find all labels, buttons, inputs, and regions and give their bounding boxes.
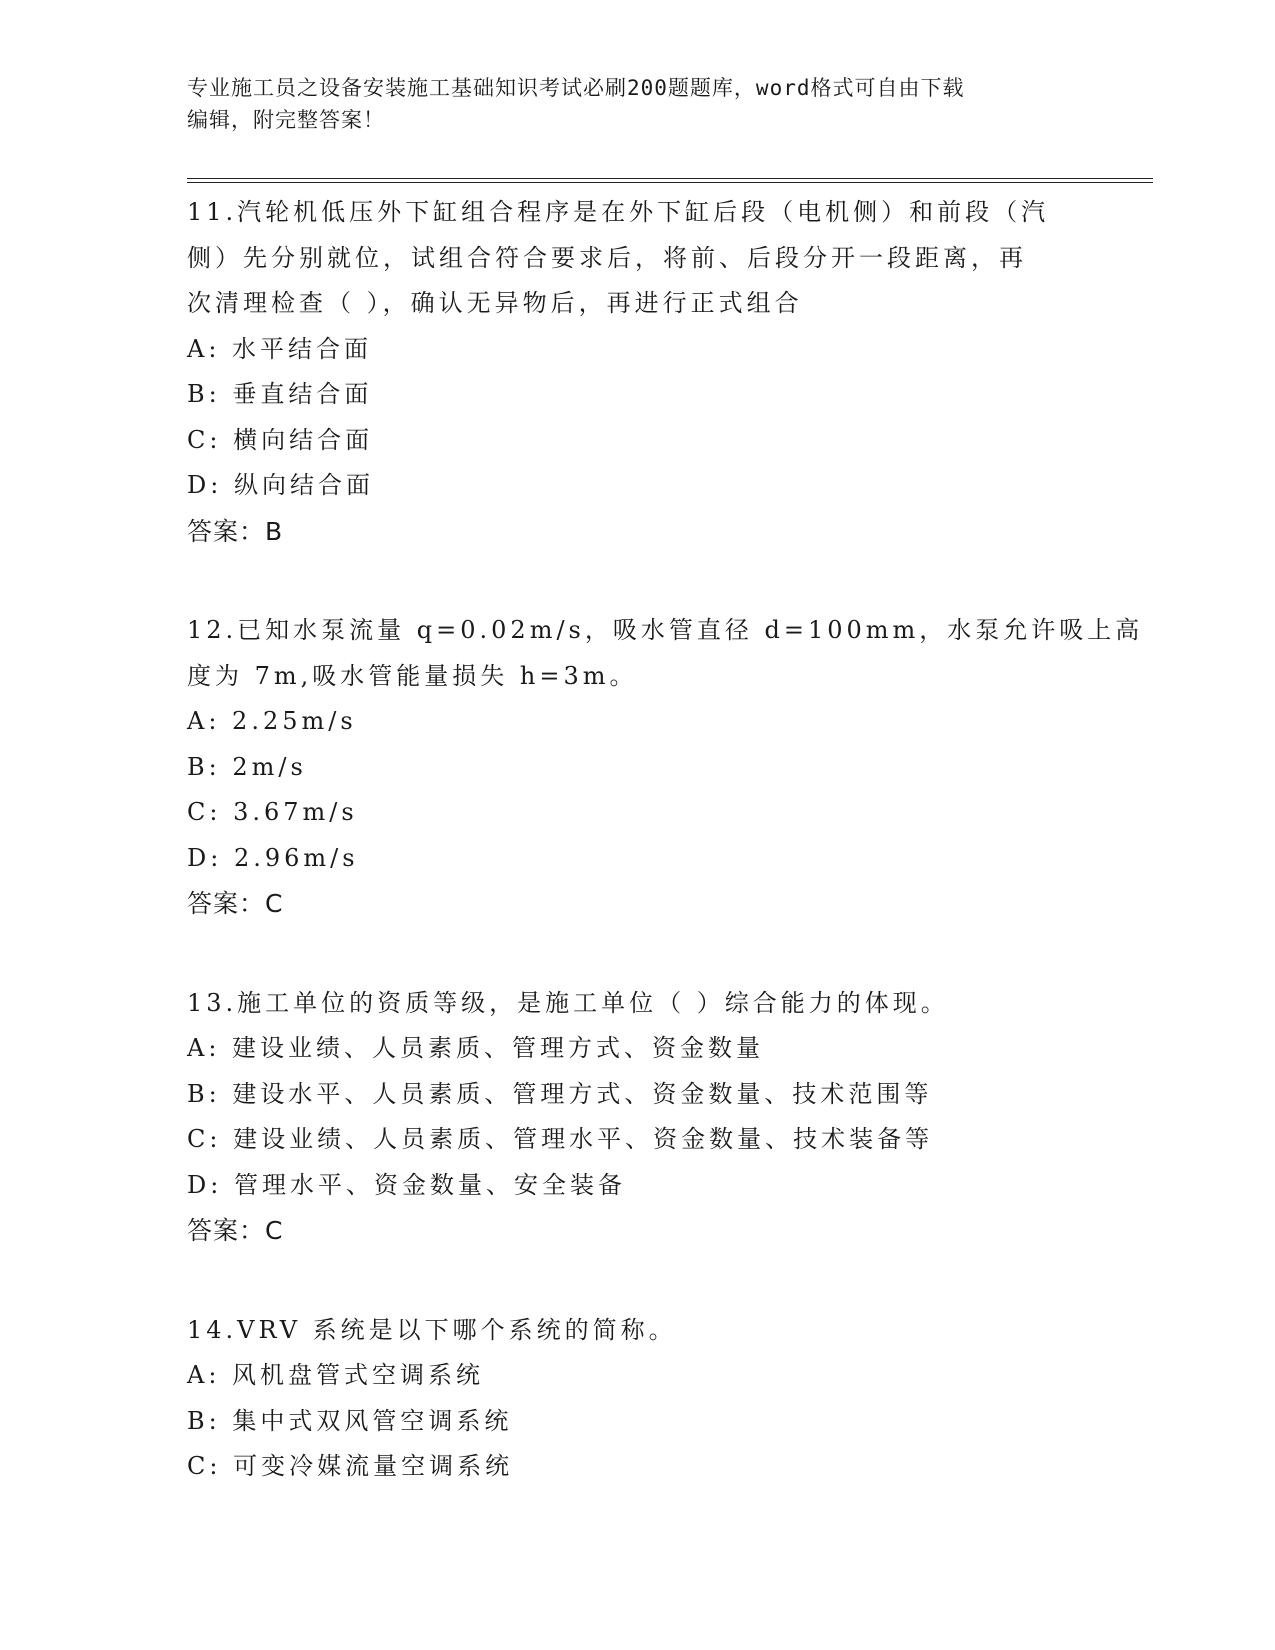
question-text-line: 13.施工单位的资质等级，是施工单位（ ）综合能力的体现。 [187,988,949,1017]
question-text-line: 14.VRV 系统是以下哪个系统的简称。 [187,1315,677,1344]
question-12 [187,608,1144,927]
option-a: A: 2.25m/s [187,707,357,735]
answer-label: 答案：C [187,889,284,918]
option-b: B: 建设水平、人员素质、管理方式、资金数量、技术范围等 [187,1079,933,1108]
question-list [187,190,1144,1544]
header-divider-bottom [187,182,1153,183]
answer-label: 答案：B [187,516,284,546]
option-a: A: 水平结合面 [187,334,373,363]
option-c: C: 3.67m/s [187,798,358,826]
option-c: C: 建设业绩、人员素质、管理水平、资金数量、技术装备等 [187,1125,934,1153]
option-d: D: 纵向结合面 [187,471,374,499]
option-d: D: 2.96m/s [187,843,359,872]
question-text-line: 侧）先分别就位，试组合符合要求后，将前、后段分开一段距离，再 [187,243,1027,272]
header-line-1: 专业施工员之设备安装施工基础知识考试必刷200题题库，word格式可自由下载 [187,76,965,100]
option-b: B: 2m/s [187,752,307,781]
header-line-2: 编辑，附完整答案！ [187,108,385,132]
question-13 [187,981,1087,1254]
option-c: C: 可变冷媒流量空调系统 [187,1452,514,1480]
answer-label: 答案：C [187,1216,284,1245]
document-header [187,72,1067,136]
header-divider-top [187,178,1153,179]
question-text-line: 11.汽轮机低压外下缸组合程序是在外下缸后段（电机侧）和前段（汽 [187,198,1050,226]
option-a: A: 建设业绩、人员素质、管理方式、资金数量 [187,1034,765,1062]
option-c: C: 横向结合面 [187,425,374,454]
question-text-line: 次清理检查（ ），确认无异物后，再进行正式组合 [187,289,803,317]
question-11 [187,190,1087,554]
question-text-line: 12.已知水泵流量 q=0.02m/s，吸水管直径 d=100mm，水泵允许吸上高 [187,616,1144,644]
option-d: D: 管理水平、资金数量、安全装备 [187,1170,626,1199]
option-b: B: 垂直结合面 [187,380,373,408]
option-b: B: 集中式双风管空调系统 [187,1406,513,1435]
option-a: A: 风机盘管式空调系统 [187,1361,485,1389]
question-text-line: 度为 7m,吸水管能量损失 h=3m。 [187,661,638,690]
question-14 [187,1308,1087,1490]
